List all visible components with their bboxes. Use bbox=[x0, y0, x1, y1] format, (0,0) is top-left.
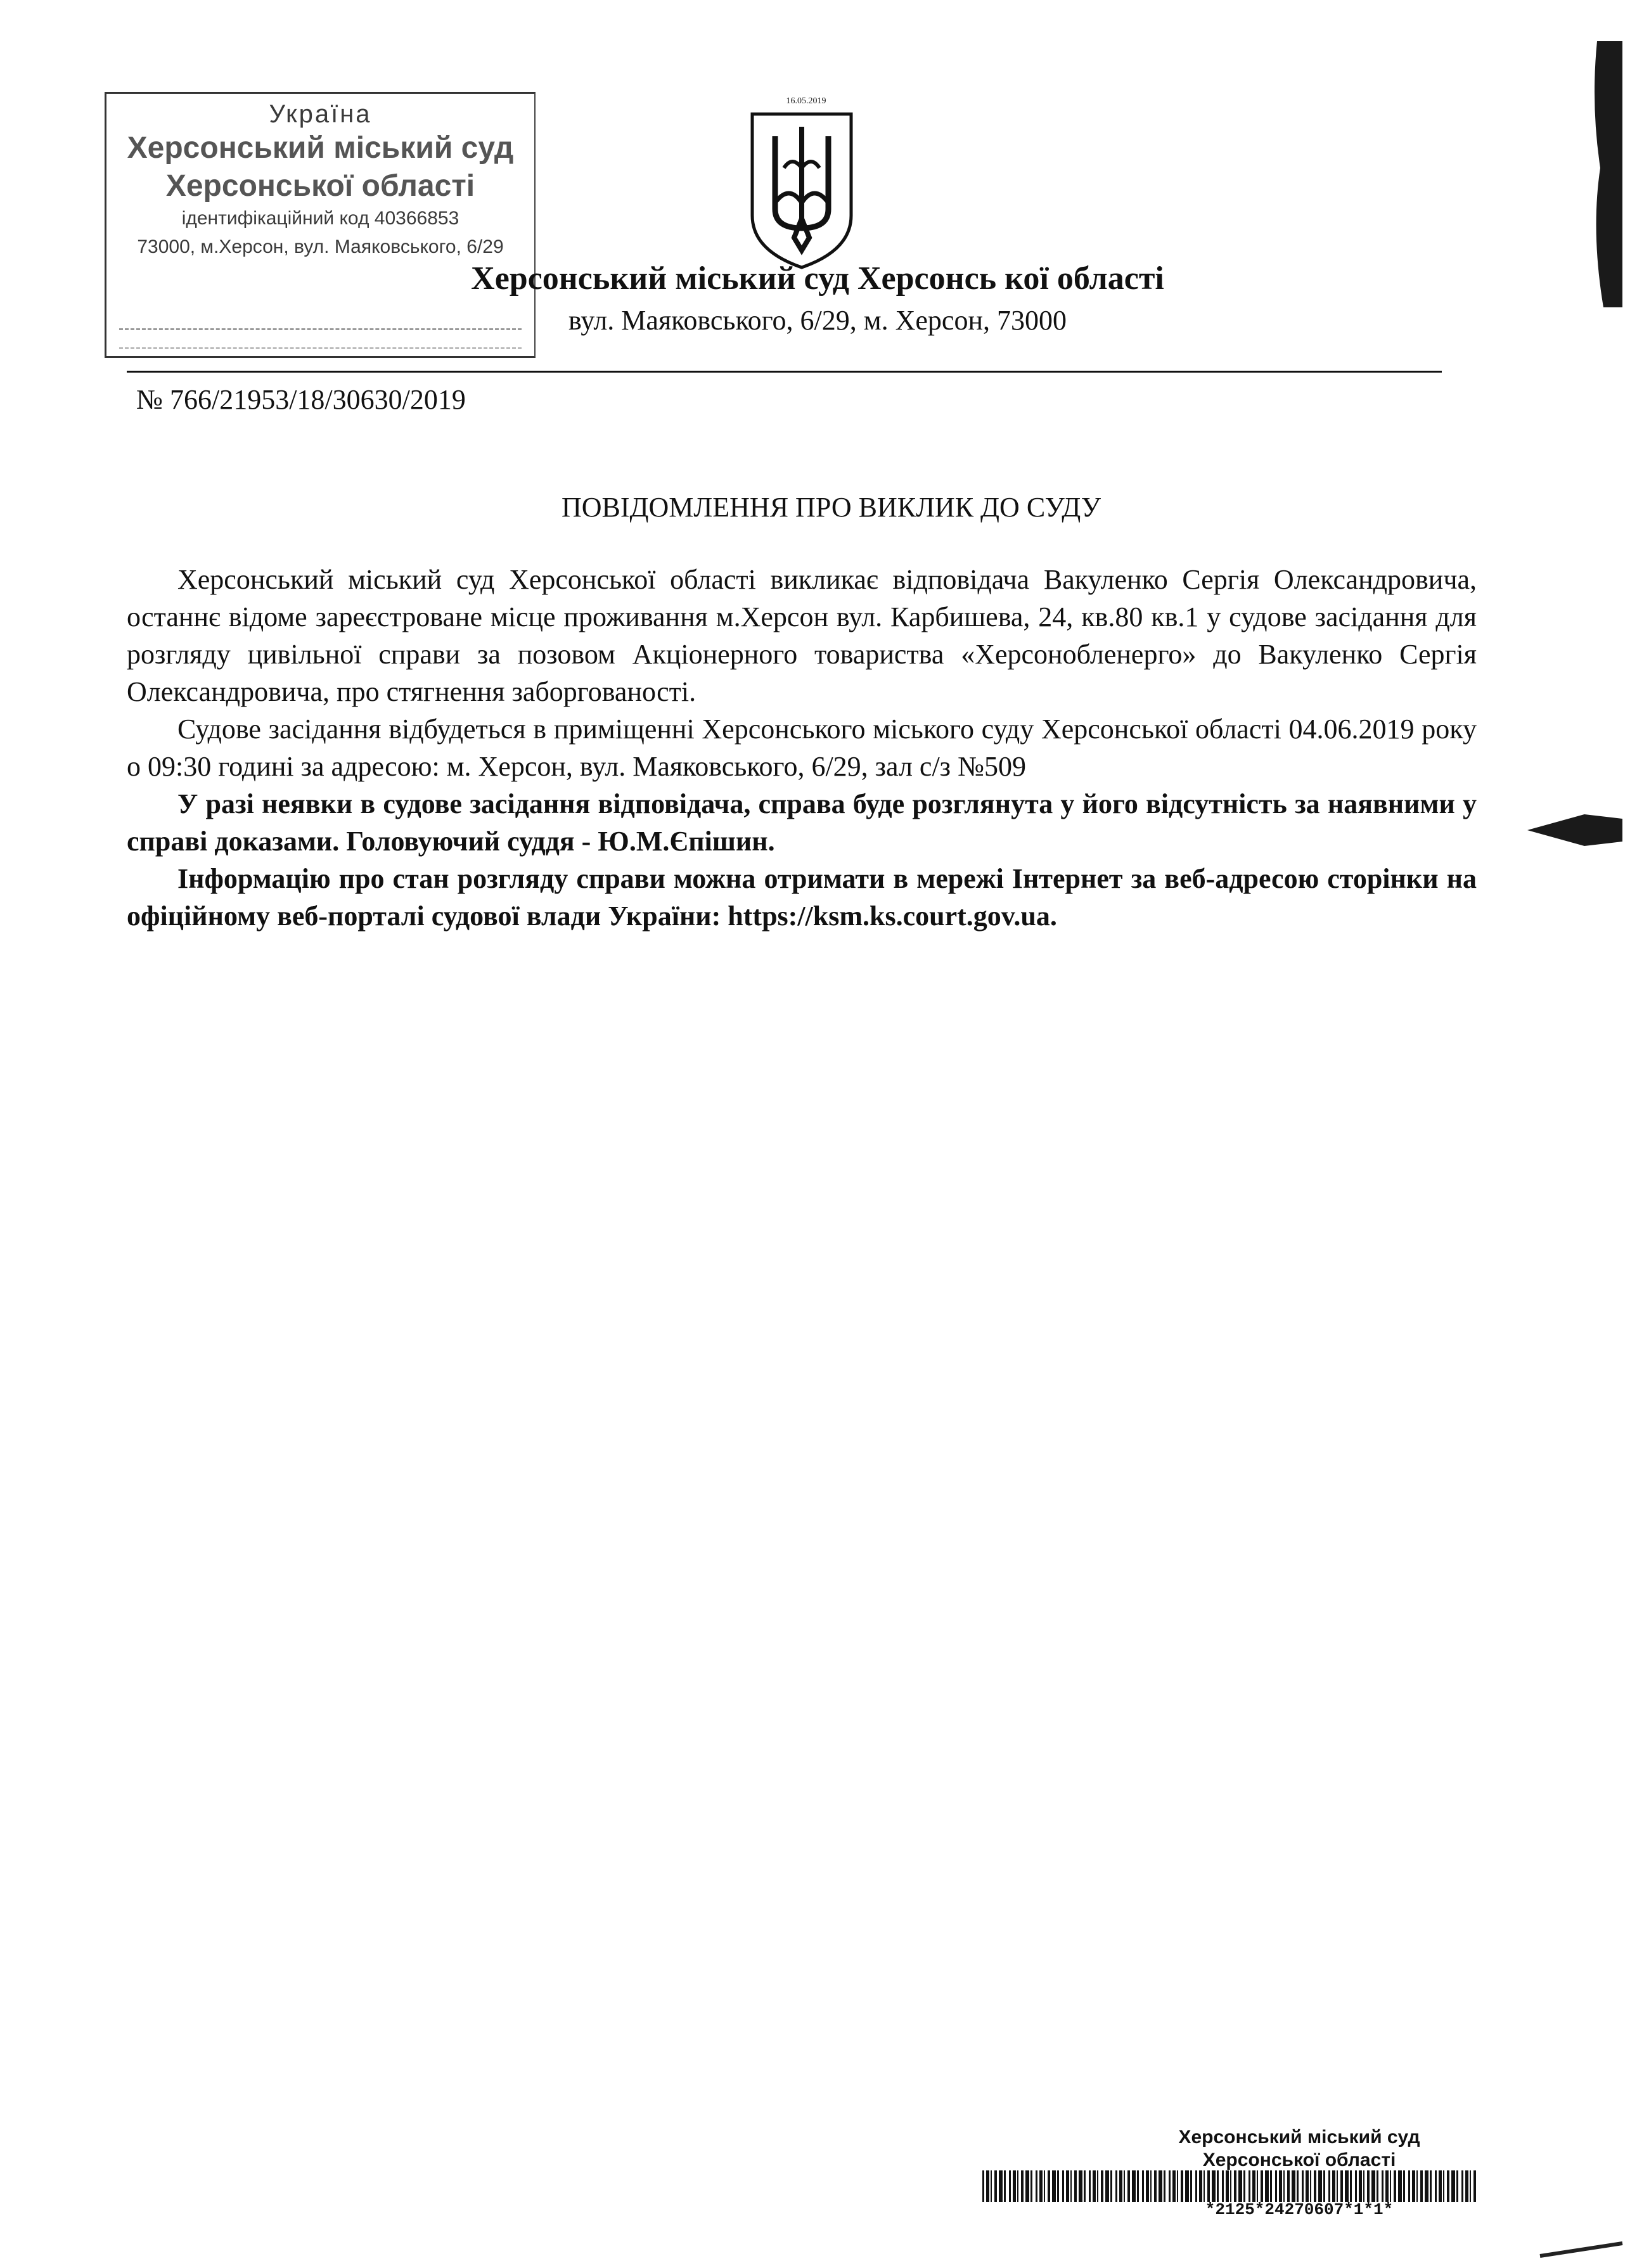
barcode-bar bbox=[1030, 2170, 1032, 2202]
barcode-bar bbox=[1074, 2170, 1077, 2202]
barcode-bar bbox=[1052, 2170, 1056, 2202]
court-name: Херсонський міський суд Херсонсь кої області bbox=[471, 260, 1164, 297]
barcode-bar bbox=[1270, 2170, 1272, 2202]
barcode-bar bbox=[1181, 2170, 1183, 2202]
barcode-bar bbox=[1142, 2170, 1144, 2202]
barcode-bar bbox=[1279, 2170, 1282, 2202]
footer-court-label bbox=[1077, 2126, 1521, 2172]
barcode-bar bbox=[1416, 2170, 1418, 2202]
barcode-bar bbox=[1105, 2170, 1109, 2202]
barcode-bar bbox=[1323, 2170, 1325, 2202]
barcode-text: *2125*24270607*1*1* bbox=[1205, 2200, 1394, 2219]
barcode-bar bbox=[1238, 2170, 1242, 2202]
barcode-bar bbox=[999, 2170, 1003, 2202]
barcode-bar bbox=[1234, 2170, 1236, 2202]
barcode-bar bbox=[1036, 2170, 1037, 2202]
barcode-bar bbox=[1297, 2170, 1299, 2202]
footer-court-line1: Херсонський міський суд bbox=[1178, 2127, 1420, 2148]
barcode-bar bbox=[1249, 2170, 1250, 2202]
paragraph-summons: Херсонський міський суд Херсонської області викликає відповідача Вакуленко Сергія Олександровича, останнє відоме зареєстроване місце проживання м.Херсон вул. Карбишева, 24, кв.80 кв.1 у судове засідання для розгляду цивільної справи за позовом Акціонерного товариства «Херсонобленерго» до Вакуленко Сергія Олександровича, про стягнення заборгованості. bbox=[127, 564, 1477, 707]
barcode-bar bbox=[1048, 2170, 1050, 2202]
barcode-bar bbox=[1093, 2170, 1096, 2202]
court-address: вул. Маяковського, 6/29, м. Херсон, 73000 bbox=[568, 305, 1067, 336]
barcode-bar bbox=[1110, 2170, 1112, 2202]
barcode-bar bbox=[1306, 2170, 1309, 2202]
barcode-bar bbox=[1013, 2170, 1016, 2202]
barcode-bar bbox=[1204, 2170, 1205, 2202]
barcode-bar bbox=[1226, 2170, 1229, 2202]
paragraph-absence: У разі неявки в судове засідання відповідача, справа буде розглянута у його відсутність за наявними у справі доказами. Головуючий суддя - Ю.М.Єпішин. bbox=[127, 788, 1477, 857]
barcode-bar bbox=[1447, 2170, 1449, 2202]
barcode-bar bbox=[1146, 2170, 1149, 2202]
barcode-bar bbox=[982, 2170, 984, 2202]
stamp-country: Україна bbox=[269, 100, 372, 128]
barcode-bar bbox=[1084, 2170, 1086, 2202]
barcode-bar bbox=[1004, 2170, 1006, 2202]
barcode-bar bbox=[1195, 2170, 1197, 2202]
barcode-bar bbox=[1124, 2170, 1125, 2202]
barcode-bar bbox=[1097, 2170, 1098, 2202]
barcode-bar bbox=[1359, 2170, 1362, 2202]
barcode-bar bbox=[1127, 2170, 1130, 2202]
barcode-bar bbox=[1385, 2170, 1389, 2202]
barcode-bar bbox=[1070, 2170, 1072, 2202]
barcode-bar bbox=[1340, 2170, 1343, 2202]
barcode-bar bbox=[1355, 2170, 1357, 2202]
barcode-bar bbox=[1261, 2170, 1263, 2202]
document-number: № 766/21953/18/30630/2019 bbox=[136, 384, 466, 415]
scan-corner-mark bbox=[1534, 2224, 1629, 2262]
barcode-bar bbox=[1009, 2170, 1011, 2202]
barcode-bar bbox=[1115, 2170, 1117, 2202]
paragraph-info: Інформацію про стан розгляду справи можна отримати в мережі Інтернет за веб-адресою сторінки на офіційному веб-порталі судової влади України: https://ksm.ks.court.gov.ua. bbox=[127, 863, 1477, 932]
stamp-court-name-line1: Херсонський міський суд bbox=[127, 131, 514, 165]
barcode-bar bbox=[1150, 2170, 1152, 2202]
barcode-bar bbox=[1257, 2170, 1258, 2202]
barcode-bar bbox=[1350, 2170, 1352, 2202]
barcode-bar bbox=[1390, 2170, 1391, 2202]
stamp-court-name-line2: Херсонської області bbox=[165, 169, 475, 203]
barcode-bar bbox=[1252, 2170, 1255, 2202]
barcode-bar bbox=[1199, 2170, 1202, 2202]
barcode-bar bbox=[1451, 2170, 1455, 2202]
barcode-bar bbox=[1132, 2170, 1136, 2202]
barcode-bar bbox=[1382, 2170, 1383, 2202]
header-divider bbox=[127, 371, 1442, 373]
barcode-bar bbox=[1345, 2170, 1349, 2202]
barcode-bar bbox=[1310, 2170, 1311, 2202]
barcode-bar bbox=[1461, 2170, 1463, 2202]
barcode-bar bbox=[1283, 2170, 1285, 2202]
barcode-bar bbox=[1044, 2170, 1045, 2202]
barcode-bar bbox=[1021, 2170, 1024, 2202]
barcode-bar bbox=[1119, 2170, 1122, 2202]
barcode-bar bbox=[1430, 2170, 1432, 2202]
stamp-date-line bbox=[119, 335, 522, 349]
barcode-bar bbox=[1190, 2170, 1192, 2202]
barcode-bar bbox=[1302, 2170, 1304, 2202]
barcode-bar bbox=[1222, 2170, 1224, 2202]
barcode-bar bbox=[1394, 2170, 1396, 2202]
barcode-bar bbox=[1039, 2170, 1043, 2202]
barcode-bar bbox=[1367, 2170, 1370, 2202]
footer-court-line2: Херсонської області bbox=[1202, 2149, 1396, 2170]
barcode bbox=[982, 2170, 1477, 2202]
barcode-bar bbox=[1363, 2170, 1364, 2202]
barcode-bar bbox=[1443, 2170, 1444, 2202]
barcode-bar bbox=[1412, 2170, 1415, 2202]
barcode-bar bbox=[1403, 2170, 1405, 2202]
barcode-bar bbox=[1332, 2170, 1335, 2202]
barcode-bar bbox=[1159, 2170, 1162, 2202]
barcode-bar bbox=[1265, 2170, 1269, 2202]
document-title: ПОВІДОМЛЕННЯ ПРО ВИКЛИК ДО СУДУ bbox=[561, 492, 1101, 523]
trident-coat-of-arms-icon bbox=[745, 108, 859, 272]
barcode-bar bbox=[1057, 2170, 1059, 2202]
stamp-id-code: ідентифікаційний код 40366853 bbox=[181, 208, 459, 229]
barcode-bar bbox=[1169, 2170, 1171, 2202]
barcode-bar bbox=[1439, 2170, 1442, 2202]
barcode-bar bbox=[1172, 2170, 1176, 2202]
barcode-bar bbox=[1079, 2170, 1082, 2202]
barcode-bar bbox=[1314, 2170, 1316, 2202]
barcode-bar bbox=[1089, 2170, 1091, 2202]
barcode-bar bbox=[991, 2170, 992, 2202]
barcode-bar bbox=[1177, 2170, 1178, 2202]
barcode-bar bbox=[1025, 2170, 1029, 2202]
barcode-bar bbox=[1456, 2170, 1458, 2202]
barcode-bar bbox=[1164, 2170, 1165, 2202]
barcode-bar bbox=[1154, 2170, 1157, 2202]
barcode-bar bbox=[1398, 2170, 1402, 2202]
barcode-bar bbox=[1066, 2170, 1069, 2202]
barcode-bar bbox=[1292, 2170, 1295, 2202]
barcode-bar bbox=[1337, 2170, 1338, 2202]
document-body bbox=[127, 561, 1477, 935]
barcode-bar bbox=[1420, 2170, 1423, 2202]
barcode-bar bbox=[1371, 2170, 1375, 2202]
emblem-date: 16.05.2019 bbox=[786, 96, 826, 106]
barcode-bar bbox=[1287, 2170, 1290, 2202]
barcode-bar bbox=[1137, 2170, 1139, 2202]
barcode-bar bbox=[1207, 2170, 1210, 2202]
barcode-bar bbox=[1217, 2170, 1219, 2202]
barcode-bar bbox=[1017, 2170, 1018, 2202]
barcode-bar bbox=[986, 2170, 989, 2202]
barcode-bar bbox=[1425, 2170, 1428, 2202]
scan-edge-mark bbox=[1578, 41, 1622, 307]
barcode-bar bbox=[1377, 2170, 1378, 2202]
paragraph-hearing: Судове засідання відбудеться в приміщенні Херсонського міського суду Херсонської області 04.06.2019 року о 09:30 годині за адресою: м. Херсон, вул. Маяковського, 6/29, зал с/з №509 bbox=[127, 714, 1477, 782]
barcode-bar bbox=[1230, 2170, 1231, 2202]
barcode-bar bbox=[1318, 2170, 1322, 2202]
barcode-bar bbox=[1275, 2170, 1277, 2202]
barcode-bar bbox=[1212, 2170, 1216, 2202]
stamp-address: 73000, м.Херсон, вул. Маяковського, 6/29 bbox=[137, 236, 504, 257]
barcode-bar bbox=[1101, 2170, 1103, 2202]
barcode-bar bbox=[1470, 2170, 1471, 2202]
barcode-bar bbox=[1473, 2170, 1476, 2202]
barcode-bar bbox=[1243, 2170, 1245, 2202]
barcode-bar bbox=[994, 2170, 997, 2202]
barcode-bar bbox=[1328, 2170, 1330, 2202]
barcode-bar bbox=[1062, 2170, 1064, 2202]
barcode-bar bbox=[1435, 2170, 1437, 2202]
barcode-bar bbox=[1465, 2170, 1468, 2202]
scan-arrow-mark bbox=[1527, 811, 1622, 849]
barcode-bar bbox=[1185, 2170, 1189, 2202]
barcode-bar bbox=[1408, 2170, 1410, 2202]
